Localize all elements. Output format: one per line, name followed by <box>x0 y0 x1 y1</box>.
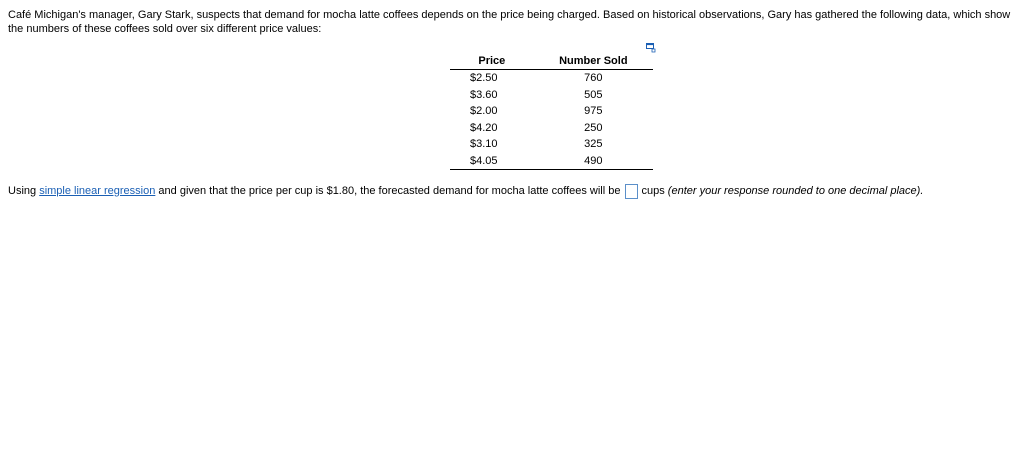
table-row <box>450 70 653 87</box>
table-row <box>450 87 653 104</box>
cell-price: $3.10 <box>470 138 498 151</box>
column-header-price: Price <box>450 53 534 70</box>
cell-number-sold: 975 <box>584 105 603 118</box>
cell-price: $2.50 <box>470 72 498 85</box>
cell-number-sold: 325 <box>584 138 603 151</box>
question-suffix: cups <box>641 185 668 197</box>
cell-price: $2.00 <box>470 105 498 118</box>
table-row <box>450 153 653 170</box>
question-middle: and given that the price per cup is $1.80, the forecasted demand for mocha latte coffees will be <box>155 185 621 197</box>
cell-number-sold: 760 <box>584 72 603 85</box>
data-table <box>450 53 653 170</box>
cell-price: $3.60 <box>470 88 498 101</box>
cell-price: $4.20 <box>470 121 498 134</box>
answer-input[interactable] <box>625 184 638 199</box>
rounding-note: (enter your response rounded to one decimal place). <box>667 185 924 197</box>
problem-intro: Café Michigan's manager, Gary Stark, suspects that demand for mocha latte coffees depends on the price being charged. Based on historical observations, Gary has gathered the following data, which show the numbers of these coffees sold over six different price values: <box>8 9 1011 35</box>
table-row <box>450 103 653 120</box>
column-header-number-sold: Number Sold <box>534 53 653 70</box>
simple-linear-regression-link[interactable]: simple linear regression <box>39 185 156 197</box>
cell-number-sold: 250 <box>584 121 603 134</box>
question-line <box>8 182 923 200</box>
table-header-row <box>450 53 653 70</box>
question-prefix: Using <box>8 185 40 197</box>
cell-number-sold: 490 <box>534 153 653 170</box>
table-row <box>450 136 653 153</box>
table-row <box>450 120 653 137</box>
copy-table-icon[interactable] <box>646 40 656 50</box>
cell-number-sold: 505 <box>584 88 603 101</box>
cell-price: $4.05 <box>450 153 534 170</box>
